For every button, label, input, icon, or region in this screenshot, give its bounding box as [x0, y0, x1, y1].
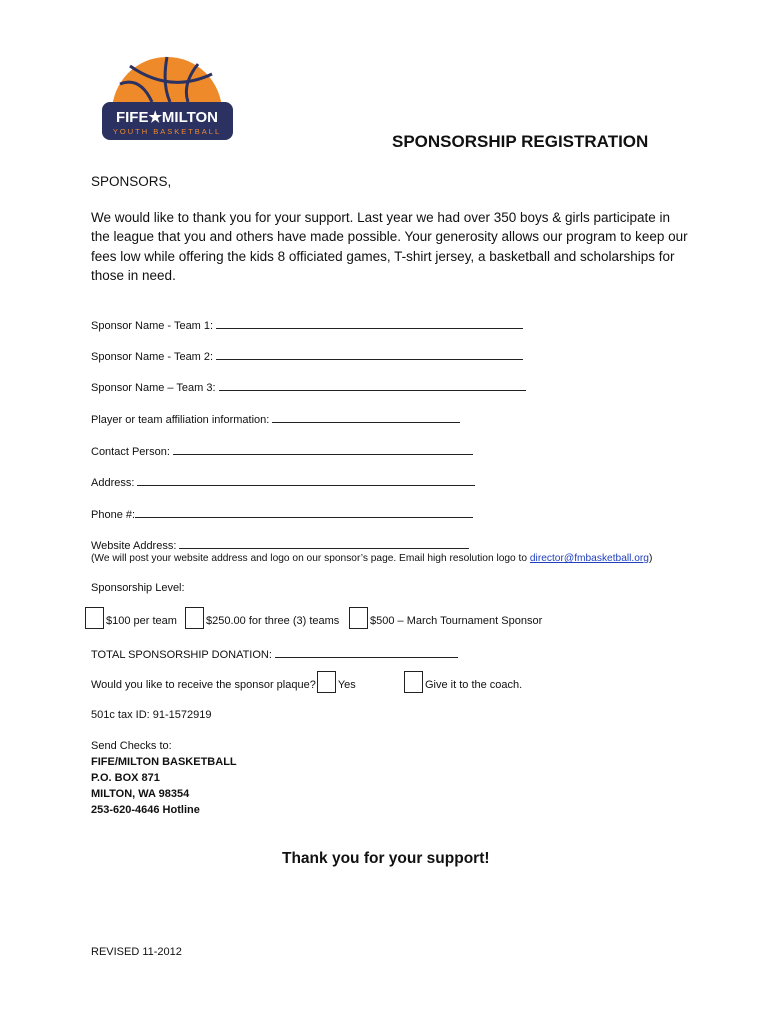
total-donation-label: TOTAL SPONSORSHIP DONATION: [91, 649, 272, 661]
total-donation [91, 646, 458, 661]
level-250-label: $250.00 for three (3) teams [206, 615, 340, 627]
mail-phone: 253-620-4646 Hotline [91, 804, 200, 816]
plaque-yes-checkbox[interactable] [317, 671, 336, 693]
field-address [91, 474, 475, 489]
level-500-label: $500 – March Tournament Sponsor [370, 615, 543, 627]
field-phone-label: Phone #: [91, 509, 136, 521]
salutation: SPONSORS, [91, 174, 172, 189]
affiliation-input-line[interactable] [272, 411, 460, 423]
level-500-checkbox[interactable] [349, 607, 368, 629]
plaque-row [91, 671, 356, 693]
plaque-question: Would you like to receive the sponsor plaque? [91, 679, 316, 691]
field-address-label: Address: [91, 477, 135, 489]
field-team1 [91, 317, 523, 332]
director-email-link[interactable]: director@fmbasketball.org [529, 553, 649, 564]
phone-input-line[interactable] [135, 506, 473, 518]
plaque-coach-checkbox[interactable] [404, 671, 423, 693]
mail-org: FIFE/MILTON BASKETBALL [91, 756, 237, 768]
field-team2 [91, 348, 523, 363]
level-250-checkbox[interactable] [185, 607, 204, 629]
document-title: SPONSORSHIP REGISTRATION [392, 132, 649, 151]
field-team3 [91, 379, 526, 394]
level-500 [349, 607, 542, 629]
field-team1-label: Sponsor Name - Team 1: [91, 320, 214, 332]
level-100 [85, 607, 177, 629]
logo-line1: FIFE★MILTON [115, 109, 219, 126]
field-website-label: Website Address: [91, 540, 177, 552]
tax-id: 501c tax ID: 91-1572919 [91, 709, 212, 721]
website-note [91, 553, 652, 564]
field-affiliation [91, 411, 460, 426]
intro-paragraph: We would like to thank you for your support. Last year we had over 350 boys & girls participate in the league that you and others have made possible. Your generosity allows our program to keep our fees low while offering the kids 8 officiated games, T-shirt jersey, a basketball and scholarships for those in need. [91, 210, 688, 283]
address-input-line[interactable] [137, 474, 475, 486]
website-note-text: (We will post your website address and logo on our sponsor’s page. Email high resolution logo to [91, 553, 530, 564]
field-contact [91, 443, 473, 458]
revision-note: REVISED 11-2012 [91, 946, 182, 958]
team1-input-line[interactable] [216, 317, 523, 329]
field-website [91, 537, 469, 552]
total-donation-input-line[interactable] [275, 646, 458, 658]
field-contact-label: Contact Person: [91, 446, 170, 458]
website-input-line[interactable] [179, 537, 469, 549]
mail-box: P.O. BOX 871 [91, 772, 160, 784]
logo-line2: YOUTH BASKETBALL [112, 127, 222, 136]
plaque-coach-label: Give it to the coach. [425, 679, 523, 691]
mail-heading: Send Checks to: [91, 740, 172, 752]
field-phone [91, 506, 473, 521]
fife-milton-logo [100, 54, 235, 142]
team3-input-line[interactable] [219, 379, 526, 391]
website-note-close: ) [648, 553, 653, 564]
plaque-yes-label: Yes [337, 679, 356, 691]
field-team3-label: Sponsor Name – Team 3: [91, 382, 216, 394]
field-team2-label: Sponsor Name - Team 2: [91, 351, 214, 363]
sponsorship-heading: Sponsorship Level: [91, 582, 185, 594]
thanks-message: Thank you for your support! [282, 850, 490, 867]
level-100-checkbox[interactable] [85, 607, 104, 629]
mail-city: MILTON, WA 98354 [91, 788, 190, 800]
plaque-coach [404, 671, 522, 693]
team2-input-line[interactable] [216, 348, 523, 360]
level-100-label: $100 per team [106, 615, 177, 627]
contact-input-line[interactable] [173, 443, 473, 455]
field-affiliation-label: Player or team affiliation information: [91, 414, 270, 426]
level-250 [185, 607, 339, 629]
